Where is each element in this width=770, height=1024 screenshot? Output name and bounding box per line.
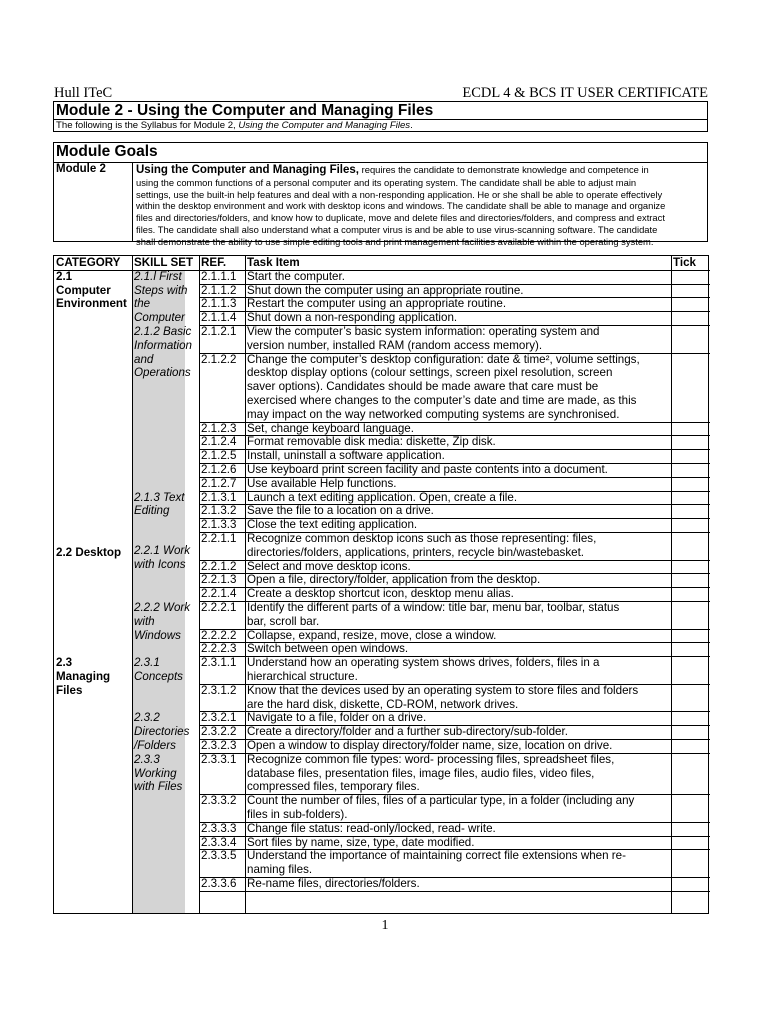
task-item-text: saver options). Candidates should be made aware that care must be [247,380,599,394]
intro-module-name: Using the Computer and Managing Files [238,120,411,131]
column-divider [245,256,246,913]
skill-set-label: 2.3.1 [134,656,160,670]
task-ref: 2.1.1.2 [201,283,237,297]
header-skill-set: SKILL SET [134,256,194,269]
goals-line: using the common functions of a personal computer and its operating system. The candidate shall be able to adjust main [136,176,637,188]
goals-lead-line [136,164,706,177]
task-item-text: Understand the importance of maintaining correct file extensions when re- [247,849,626,863]
row-rule [199,891,710,892]
task-item-text: Switch between open windows. [247,642,409,656]
task-item-text: Set, change keyboard language. [247,421,414,435]
header-right: ECDL 4 & BCS IT USER CERTIFICATE [462,85,708,101]
skill-set-label: the [134,297,151,311]
task-item-text: Use keyboard print screen facility and paste contents into a document. [247,463,608,476]
skill-set-label: Windows [134,628,181,642]
task-item-text: Open a file, directory/folder, application from the desktop. [247,573,541,587]
module-title: Module 2 - Using the Computer and Managing Files [56,102,434,119]
goals-column-divider [132,162,133,241]
task-ref: 2.3.3.6 [201,877,237,890]
task-ref: 2.3.3.5 [201,849,237,863]
task-item-text: Know that the devices used by an operating system to store files and folders [247,683,639,697]
task-ref: 2.2.2.3 [201,642,237,656]
category-label: 2.2 Desktop [56,545,122,559]
goals-line: files and directories/folders, and know how to duplicate, move and delete files and directories/folders, and compress and extract [136,212,665,224]
task-ref: 2.1.2.4 [201,435,237,449]
task-item-text: naming files. [247,863,313,877]
header-tick: Tick [673,256,696,269]
goals-lead-rest: requires the candidate to demonstrate knowledge and competence in [359,164,649,175]
skill-set-label: 2.1.2 Basic [134,325,192,338]
task-ref: 2.2.2.2 [201,628,237,642]
skill-set-label: 2.2.1 Work [134,544,191,558]
task-ref: 2.3.2.3 [201,739,237,752]
task-ref: 2.1.2.1 [201,325,237,338]
task-item-text: Launch a text editing application. Open, create a file. [247,490,518,504]
task-item-text: version number, installed RAM (random access memory). [247,338,543,352]
task-ref: 2.3.2.2 [201,725,237,739]
skill-set-label: with Icons [134,558,186,572]
task-item-text: Save the file to a location on a drive. [247,504,434,518]
task-ref: 2.1.3.1 [201,490,237,504]
task-item-text: exercised where changes to the computer’s date and time are made, as this [247,394,637,407]
task-ref: 2.3.3.1 [201,752,237,766]
header-ref: REF. [201,256,227,269]
task-item-text: are the hard disk, diskette, CD-ROM, network drives. [247,697,519,711]
task-item-text: Navigate to a file, folder on a drive. [247,711,427,725]
skill-set-label: with Files [134,780,183,794]
header-category: CATEGORY [56,256,121,269]
task-ref: 2.3.3.2 [201,794,237,808]
syllabus-table [53,255,709,914]
category-label: 2.1 [56,269,73,283]
task-item-text: hierarchical structure. [247,670,358,683]
task-item-text: Change file status: read-only/locked, read- write. [247,821,496,835]
task-item-text: database files, presentation files, image files, audio files, video files, [247,766,595,780]
task-ref: 2.2.2.1 [201,601,237,614]
task-ref: 2.1.3.3 [201,518,237,532]
task-item-text: Re-name files, directories/folders. [247,877,420,890]
task-ref: 2.1.1.1 [201,269,237,283]
goals-line: within the desktop environment and work with desktop icons and windows. The candidate shall be able to manage and organize [136,200,666,212]
task-item-text: Sort files by name, size, type, date modified. [247,835,475,849]
module-label: Module 2 [56,163,106,175]
task-item-text: files in sub-folders). [247,808,348,821]
module-goals-heading: Module Goals [56,143,158,160]
module-goals-description [136,164,706,248]
task-ref: 2.1.3.2 [201,504,237,518]
task-ref: 2.1.1.3 [201,297,237,311]
task-ref: 2.3.3.3 [201,821,237,835]
task-item-text: compressed files, temporary files. [247,780,420,794]
task-item-text: Use available Help functions. [247,476,397,490]
task-item-text: Count the number of files, files of a particular type, in a folder (including any [247,794,635,808]
skill-set-label: 2.1.l First [134,269,182,283]
task-item-text: Collapse, expand, resize, move, close a window. [247,628,497,642]
skill-set-label: with [134,614,155,628]
task-item-text: Create a desktop shortcut icon, desktop menu alias. [247,587,514,601]
header-left: Hull ITeC [54,85,113,101]
skill-set-label: Computer [134,311,185,325]
task-item-text: Change the computer’s desktop configuration: date & time², volume settings, [247,352,640,366]
skill-set-label: and [134,352,154,366]
task-ref: 2.3.1.1 [201,656,237,670]
task-item-text: View the computer’s basic system information: operating system and [247,325,600,338]
goals-lead-bold: Using the Computer and Managing Files, [136,164,359,176]
task-item-text: Shut down a non-responding application. [247,311,458,325]
task-item-text: Close the text editing application. [247,518,418,532]
task-item-text: bar, scroll bar. [247,614,320,628]
skill-set-label: 2.3.3 [134,752,160,766]
category-label: Files [56,683,83,697]
task-ref: 2.2.1.2 [201,559,237,573]
category-label: Computer [56,283,111,297]
task-item-text: desktop display options (colour settings, screen pixel resolution, screen [247,366,613,380]
task-ref: 2.2.1.3 [201,573,237,587]
module-goals-box [53,142,708,247]
intro-end: . [410,120,413,131]
skill-set-label: Directories [134,725,190,739]
task-item-text: Restart the computer using an appropriate routine. [247,297,507,311]
task-item-text: Create a directory/folder and a further sub-directory/sub-folder. [247,725,568,739]
header-task-item: Task Item [247,256,300,269]
task-item-text: Start the computer. [247,269,345,283]
task-item-text: directories/folders, applications, printers, recycle bin/wastebasket. [247,545,585,559]
skill-set-label: /Folders [134,739,176,752]
task-ref: 2.1.2.3 [201,421,237,435]
goals-line: settings, use the built-in help features and deal with a non-responding application. He or she shall be able to operate effectively [136,188,663,200]
skill-set-label: Steps with [134,283,188,297]
task-ref: 2.2.1.1 [201,532,237,545]
task-item-text: Select and move desktop icons. [247,559,411,573]
column-divider [671,256,672,913]
task-ref: 2.1.1.4 [201,311,237,325]
task-ref: 2.3.1.2 [201,683,237,697]
task-item-text: Identify the different parts of a window: title bar, menu bar, toolbar, status [247,601,620,614]
skill-set-label: Information [134,338,192,352]
column-divider [132,256,133,913]
skill-set-label: Concepts [134,670,183,683]
skill-set-label: 2.3.2 [134,711,160,725]
task-ref: 2.1.2.6 [201,463,237,476]
page-number: 1 [381,918,389,933]
skill-set-label: Operations [134,366,191,380]
goals-line: shall demonstrate the ability to use simple editing tools and print management facilities available within the operating system. [136,235,654,247]
task-item-text: Recognize common file types: word- processing files, spreadsheet files, [247,752,615,766]
task-item-text: Format removable disk media: diskette, Zip disk. [247,435,496,449]
task-ref: 2.3.3.4 [201,835,237,849]
task-ref: 2.1.2.7 [201,476,237,490]
category-label: Environment [56,297,127,311]
category-label: 2.3 [56,656,73,670]
skill-set-label: Editing [134,504,170,518]
task-item-text: Install, uninstall a software application. [247,449,445,463]
task-ref: 2.1.2.2 [201,352,237,366]
task-item-text: Shut down the computer using an appropriate routine. [247,283,524,297]
task-item-text: Recognize common desktop icons such as those representing: files, [247,532,597,545]
task-ref: 2.1.2.5 [201,449,237,463]
task-item-text: may impact on the way networked computing systems are synchronised. [247,407,620,421]
goals-divider [54,162,707,163]
syllabus-intro [56,120,413,131]
intro-text: The following is the Syllabus for Module 2, [56,120,239,131]
task-item-text: Open a window to display directory/folder name, size, location on drive. [247,739,613,752]
column-divider [199,256,200,913]
module-title-box [53,101,708,132]
skill-set-label: Working [134,766,177,780]
task-ref: 2.3.2.1 [201,711,237,725]
task-item-text: Understand how an operating system shows drives, folders, files in a [247,656,600,670]
task-ref: 2.2.1.4 [201,587,237,601]
skill-set-label: 2.1.3 Text [134,490,185,504]
goals-line: files. The candidate shall also understand what a computer virus is and be able to use virus-scanning software. The candidate [136,223,658,235]
skill-set-label: 2.2.2 Work [134,601,191,614]
category-label: Managing [56,670,111,683]
